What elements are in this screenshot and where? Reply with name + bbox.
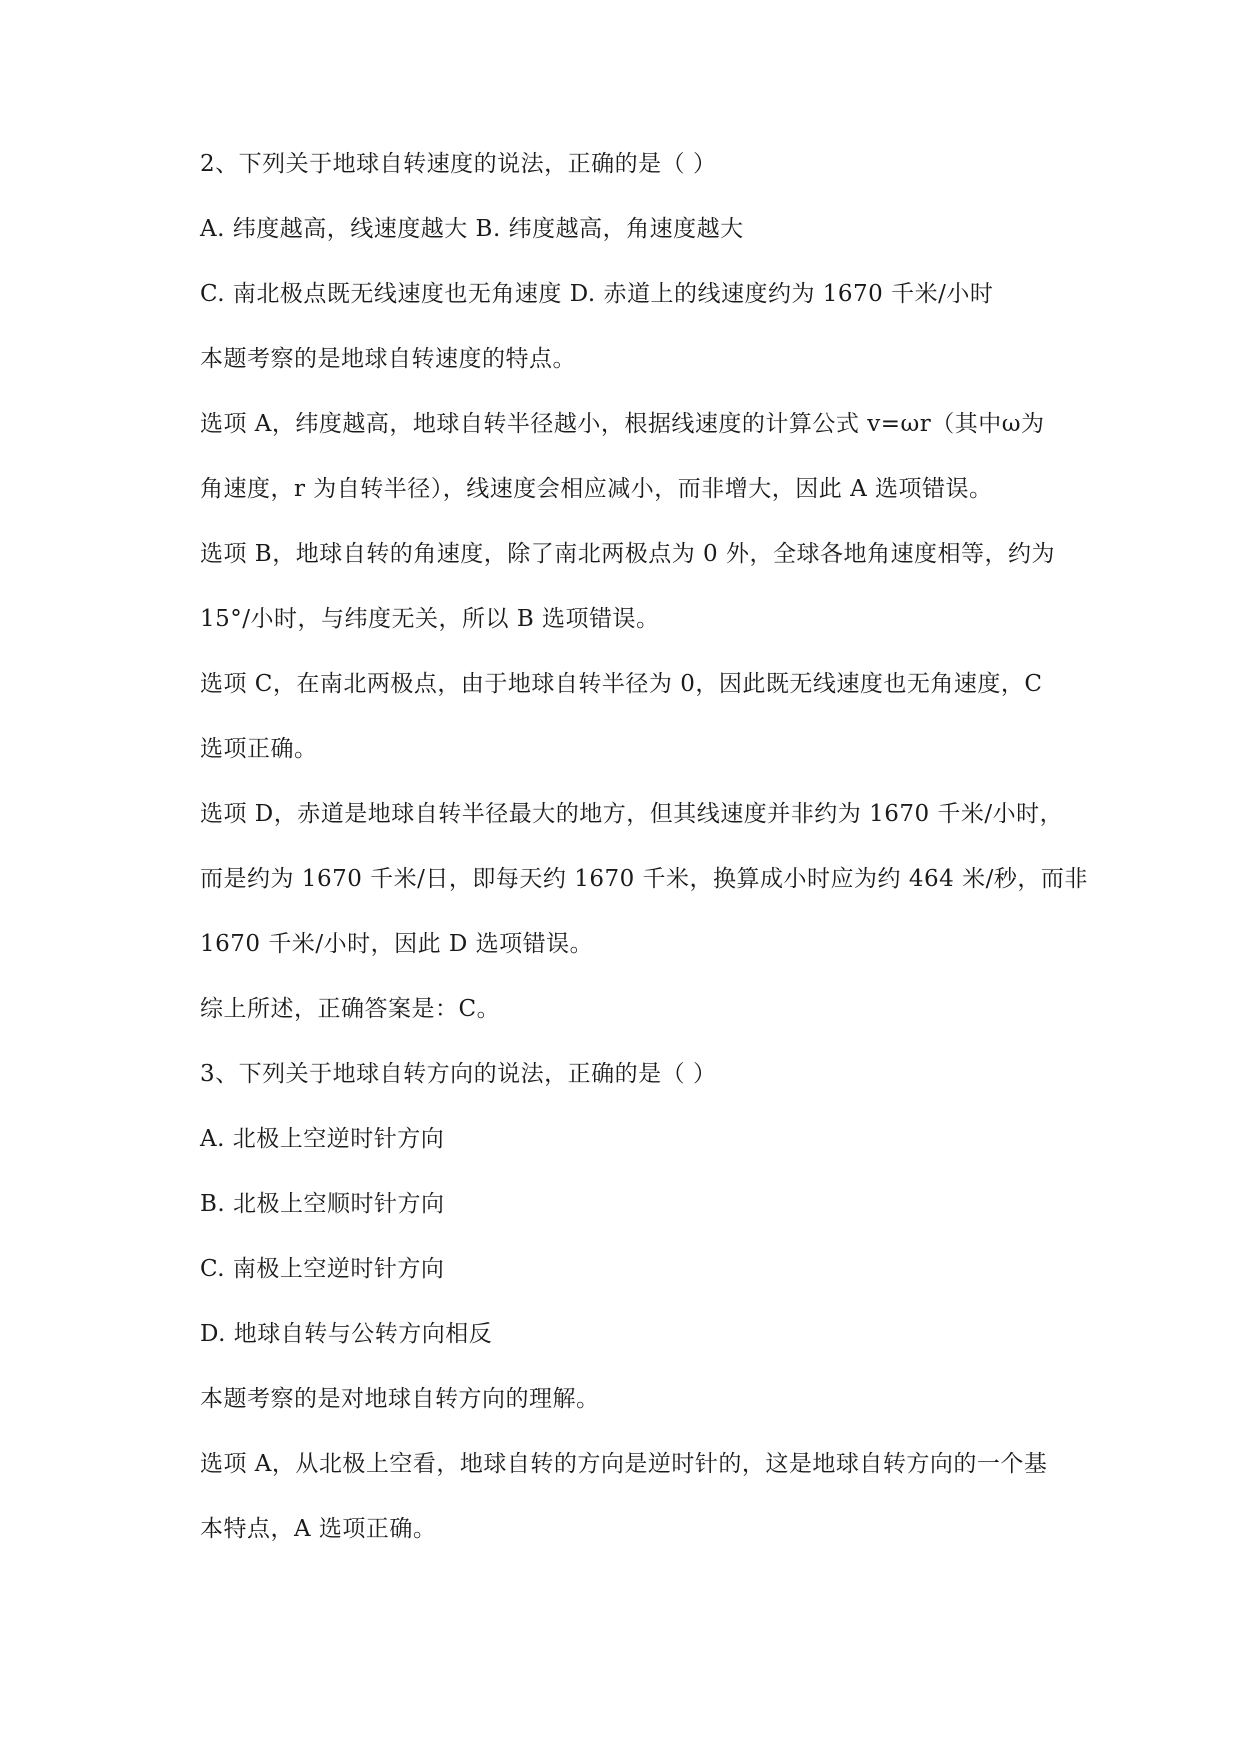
question-2-options-c-d: C. 南北极点既无线速度也无角速度 D. 赤道上的线速度约为 1670 千米/小时 (200, 281, 994, 307)
question-3-option-d: D. 地球自转与公转方向相反 (200, 1321, 493, 1347)
analysis-option-a-line-1: 选项 A，纬度越高，地球自转半径越小，根据线速度的计算公式 v=ωr（其中ω为 (200, 411, 1045, 437)
question-2-options-a-b: A. 纬度越高，线速度越大 B. 纬度越高，角速度越大 (200, 216, 744, 242)
analysis-3-option-a-line-2: 本特点，A 选项正确。 (200, 1516, 437, 1542)
question-3-option-b: B. 北极上空顺时针方向 (200, 1191, 445, 1217)
question-2-stem: 2、下列关于地球自转速度的说法，正确的是（ ） (200, 151, 717, 177)
analysis-option-d-line-3: 1670 千米/小时，因此 D 选项错误。 (200, 931, 594, 957)
analysis-intro: 本题考察的是地球自转速度的特点。 (200, 346, 576, 372)
analysis-option-d-line-1: 选项 D，赤道是地球自转半径最大的地方，但其线速度并非约为 1670 千米/小时， (200, 801, 1064, 827)
analysis-option-c-line-2: 选项正确。 (200, 736, 318, 762)
analysis-option-b-line-2: 15°/小时，与纬度无关，所以 B 选项错误。 (200, 606, 660, 632)
answer-summary: 综上所述，正确答案是：C。 (200, 996, 501, 1022)
question-3-option-a: A. 北极上空逆时针方向 (200, 1126, 445, 1152)
question-3-option-c: C. 南极上空逆时针方向 (200, 1256, 445, 1282)
analysis-option-c-line-1: 选项 C，在南北两极点，由于地球自转半径为 0，因此既无线速度也无角速度，C (200, 671, 1043, 697)
analysis-option-b-line-1: 选项 B，地球自转的角速度，除了南北两极点为 0 外，全球各地角速度相等，约为 (200, 541, 1055, 567)
analysis-3-option-a-line-1: 选项 A，从北极上空看，地球自转的方向是逆时针的，这是地球自转方向的一个基 (200, 1451, 1048, 1477)
analysis-option-d-line-2: 而是约为 1670 千米/日，即每天约 1670 千米，换算成小时应为约 464 米/秒，而非 (200, 866, 1088, 892)
analysis-option-a-line-2: 角速度，r 为自转半径），线速度会相应减小，而非增大，因此 A 选项错误。 (200, 476, 993, 502)
analysis-3-intro: 本题考察的是对地球自转方向的理解。 (200, 1386, 600, 1412)
question-3-stem: 3、下列关于地球自转方向的说法，正确的是（ ） (200, 1061, 717, 1087)
